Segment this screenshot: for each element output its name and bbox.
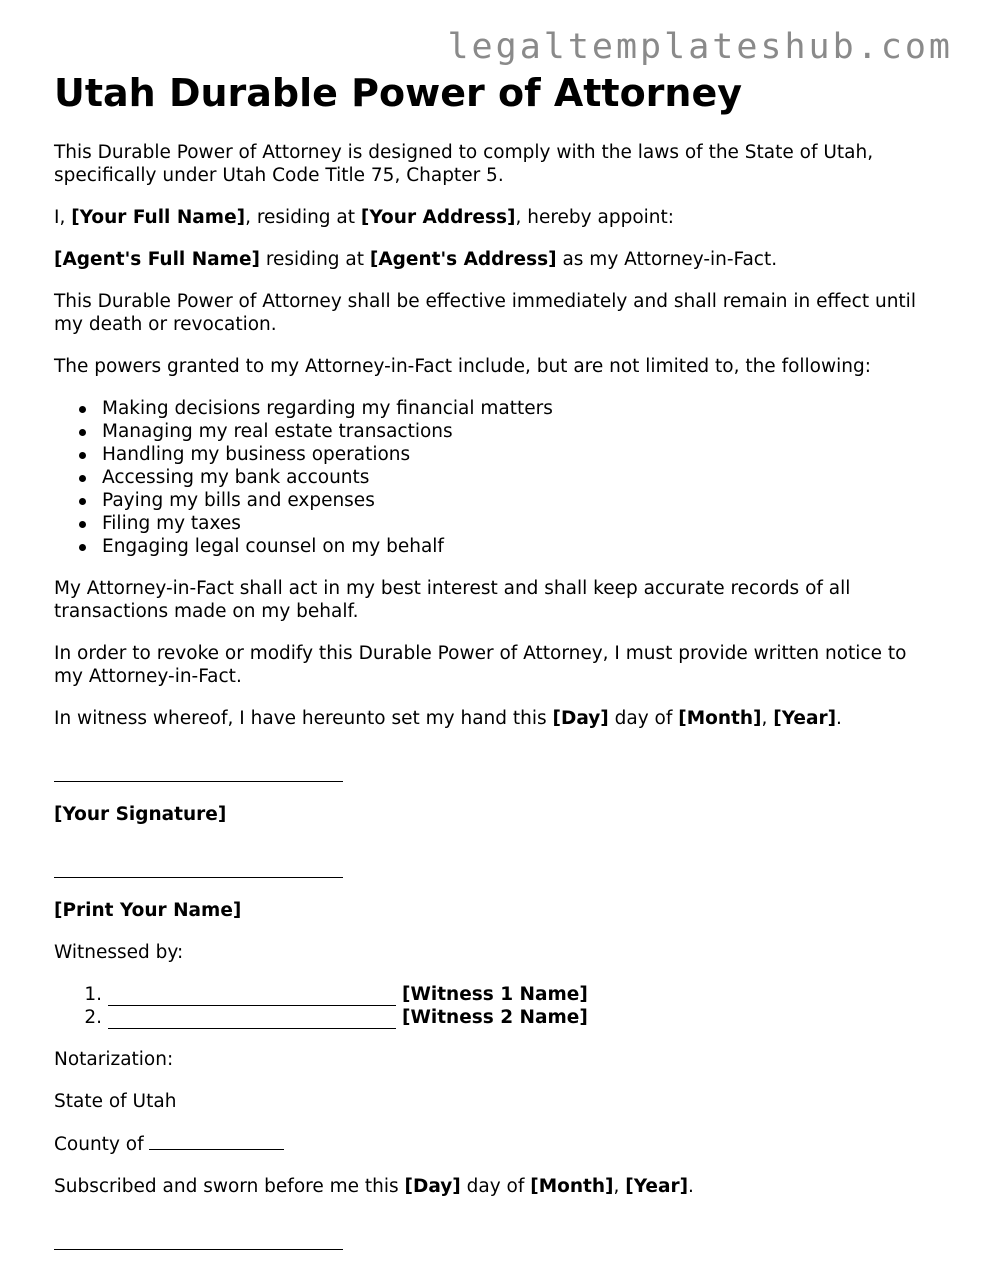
witnessed-by-label: Witnessed by: (54, 942, 184, 963)
month-placeholder: [Month] (678, 708, 762, 729)
notarization-label: Notarization: (54, 1049, 174, 1070)
document-body (54, 141, 934, 1252)
list-item: Making decisions regarding my financial matters (102, 397, 934, 420)
print-name-line[interactable] (54, 857, 934, 880)
witness-list (54, 983, 934, 1029)
appointment-paragraph: I, [Your Full Name], residing at [Your Address], hereby appoint: (54, 207, 674, 228)
day-placeholder: [Day] (404, 1176, 461, 1197)
list-item: Filing my taxes (102, 512, 934, 535)
day-placeholder: [Day] (552, 708, 609, 729)
watermark: legaltemplateshub.com (447, 27, 953, 67)
list-item: Paying my bills and expenses (102, 489, 934, 512)
witness-number: 1. (84, 984, 102, 1005)
effective-paragraph: This Durable Power of Attorney shall be effective immediately and shall remain in effect until my death or revocation. (54, 291, 916, 335)
agent-address-placeholder: [Agent's Address] (369, 249, 557, 270)
state-label: State of Utah (54, 1091, 177, 1112)
witness-name-placeholder: [Witness 1 Name] (402, 984, 588, 1005)
signature-line[interactable] (54, 761, 934, 784)
print-name-label: [Print Your Name] (54, 900, 242, 921)
witness-name-placeholder: [Witness 2 Name] (402, 1007, 588, 1028)
duty-paragraph: My Attorney-in-Fact shall act in my best interest and shall keep accurate records of all transactions made on my behalf. (54, 578, 851, 622)
notary-signature-line[interactable] (54, 1229, 934, 1252)
year-placeholder: [Year] (625, 1176, 689, 1197)
principal-name-placeholder: [Your Full Name] (71, 207, 246, 228)
document-title: Utah Durable Power of Attorney (54, 71, 743, 115)
list-item: Engaging legal counsel on my behalf (102, 535, 934, 558)
sworn-clause: Subscribed and sworn before me this [Day] day of [Month], [Year]. (54, 1176, 694, 1197)
principal-address-placeholder: [Your Address] (360, 207, 516, 228)
county-line: County of (54, 1132, 934, 1156)
year-placeholder: [Year] (773, 708, 837, 729)
powers-list (54, 397, 934, 558)
county-blank[interactable] (149, 1132, 284, 1150)
intro-paragraph: This Durable Power of Attorney is designed to comply with the laws of the State of Utah, specifically under Utah Code Title 75, Chapter 5. (54, 142, 874, 186)
agent-paragraph: [Agent's Full Name] residing at [Agent's Address] as my Attorney-in-Fact. (54, 249, 778, 270)
revocation-paragraph: In order to revoke or modify this Durable Power of Attorney, I must provide written notice to my Attorney-in-Fact. (54, 643, 907, 687)
list-item: Managing my real estate transactions (102, 420, 934, 443)
witness-signature-line[interactable] (108, 1010, 396, 1029)
list-item: Accessing my bank accounts (102, 466, 934, 489)
witness-number: 2. (84, 1007, 102, 1028)
powers-intro: The powers granted to my Attorney-in-Fact include, but are not limited to, the following: (54, 356, 871, 377)
witness-signature-line[interactable] (108, 987, 396, 1006)
month-placeholder: [Month] (530, 1176, 614, 1197)
witness-row (54, 1006, 934, 1029)
signature-label: [Your Signature] (54, 804, 227, 825)
witness-clause: In witness whereof, I have hereunto set my hand this [Day] day of [Month], [Year]. (54, 708, 842, 729)
witness-row (54, 983, 934, 1006)
agent-name-placeholder: [Agent's Full Name] (54, 249, 260, 270)
list-item: Handling my business operations (102, 443, 934, 466)
document (54, 70, 934, 1252)
